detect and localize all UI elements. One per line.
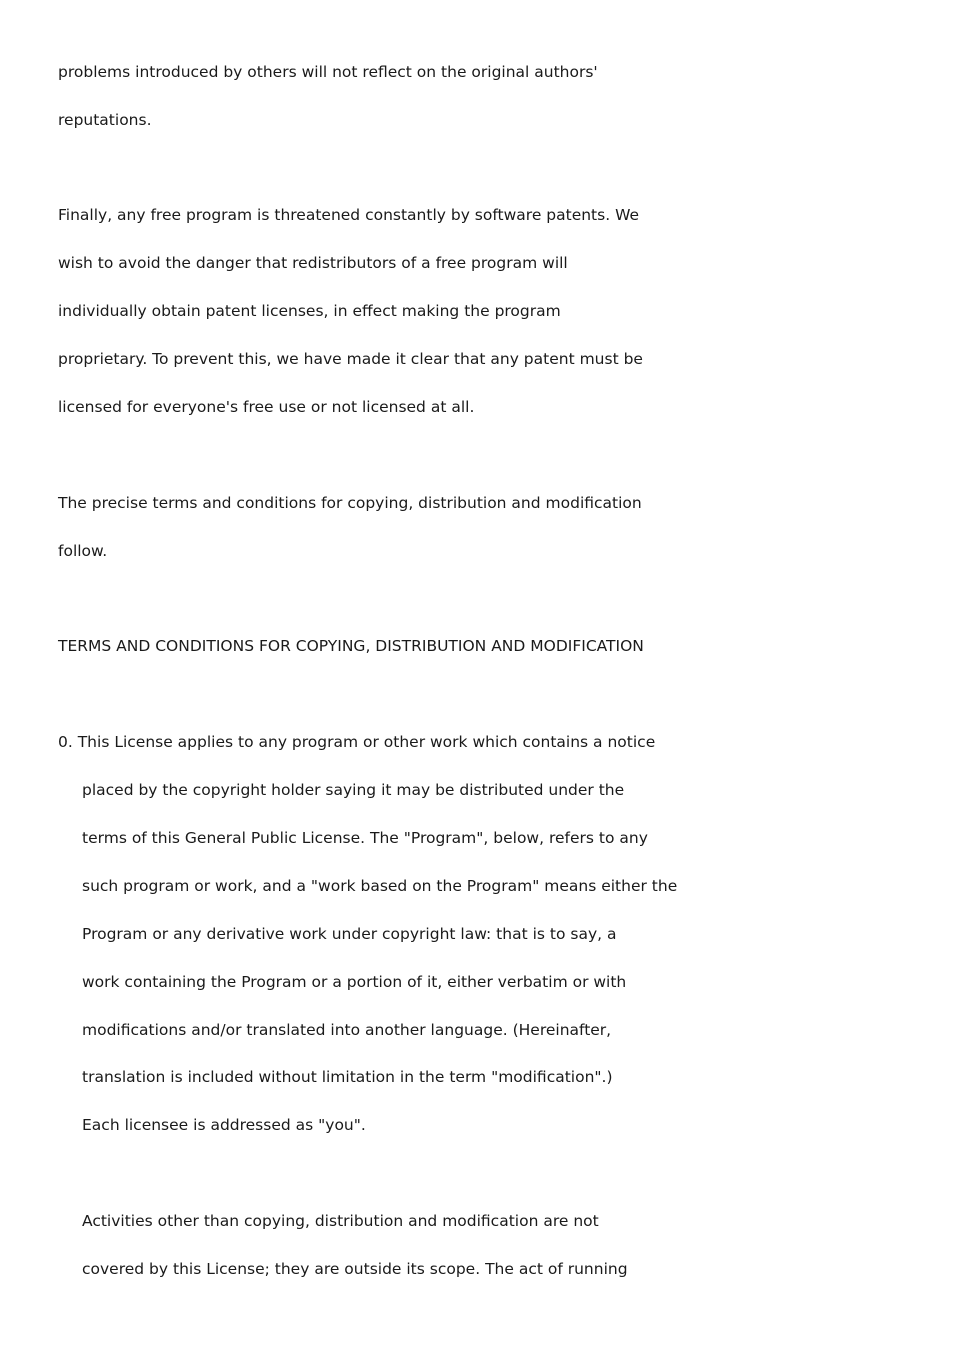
- text-line: Program or any derivative work under copyright law: that is to say, a: [82, 925, 617, 943]
- text-line: proprietary. To prevent this, we have made it clear that any patent must be: [58, 350, 643, 368]
- text-line: placed by the copyright holder saying it may be distributed under the: [82, 781, 625, 799]
- text-line: Each licensee is addressed as "you".: [82, 1116, 366, 1134]
- text-line: translation is included without limitation in the term "modification".): [82, 1068, 613, 1086]
- text-line: 0. This License applies to any program or other work which contains a notice: [58, 733, 656, 751]
- text-line: reputations.: [58, 111, 152, 129]
- text-line: work containing the Program or a portion of it, either verbatim or with: [82, 973, 627, 991]
- text-line: wish to avoid the danger that redistributors of a free program will: [58, 254, 568, 272]
- text-line: The precise terms and conditions for copying, distribution and modification: [58, 494, 642, 512]
- text-line: terms of this General Public License. The "Program", below, refers to any: [82, 829, 648, 847]
- text-line: modifications and/or translated into another language. (Hereinafter,: [82, 1021, 612, 1039]
- text-line: Finally, any free program is threatened constantly by software patents. We: [58, 206, 640, 224]
- text-line: such program or work, and a "work based on the Program" means either the: [82, 877, 678, 895]
- text-line: covered by this License; they are outside its scope. The act of running: [82, 1260, 628, 1278]
- text-line: follow.: [58, 542, 108, 560]
- text-line: individually obtain patent licenses, in effect making the program: [58, 302, 561, 320]
- text-line: Activities other than copying, distribution and modification are not: [82, 1212, 599, 1230]
- section-heading: TERMS AND CONDITIONS FOR COPYING, DISTRIBUTION AND MODIFICATION: [58, 637, 644, 655]
- text-line: licensed for everyone's free use or not licensed at all.: [58, 398, 475, 416]
- text-line: problems introduced by others will not reflect on the original authors': [58, 63, 598, 81]
